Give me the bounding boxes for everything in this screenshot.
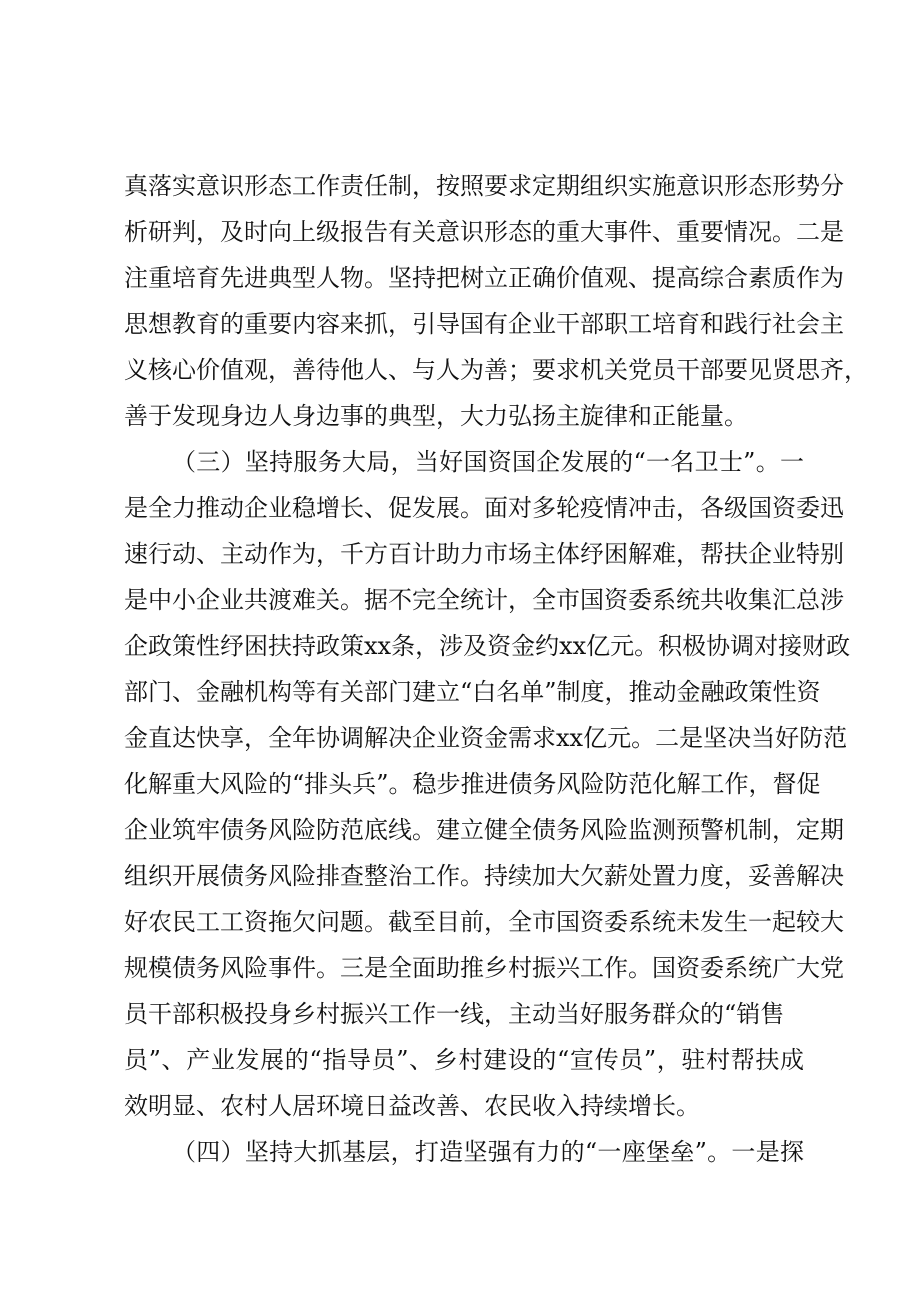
- text-line: 员干部积极投身乡村振兴工作一线，主动当好服务群众的“销售: [124, 1000, 785, 1028]
- document-body: [124, 163, 868, 1175]
- text-line: 义核心价值观，善待他人、与人为善；要求机关党员干部要见贤思齐，: [124, 356, 868, 384]
- text-line: 组织开展债务风险排查整治工作。持续加大欠薪处置力度，妥善解决: [124, 862, 844, 890]
- text-line: （四）坚持大抓基层，打造坚强有力的“一座堡垒”。一是探: [172, 1138, 804, 1166]
- text-line: 速行动、主动作为，千方百计助力市场主体纾困解难，帮扶企业特别: [124, 540, 844, 568]
- text-line: 真落实意识形态工作责任制，按照要求定期组织实施意识形态形势分: [124, 172, 844, 200]
- text-line: 注重培育先进典型人物。坚持把树立正确价值观、提高综合素质作为: [124, 264, 844, 292]
- text-line: 部门、金融机构等有关部门建立“白名单”制度，推动金融政策性资: [124, 678, 821, 706]
- text-line: 企政策性纾困扶持政策xx条，涉及资金约xx亿元。积极协调对接财政: [124, 632, 851, 660]
- text-line: 员”、产业发展的“指导员”、乡村建设的“宣传员”，驻村帮扶成: [124, 1046, 804, 1074]
- text-line: 规模债务风险事件。三是全面助推乡村振兴工作。国资委系统广大党: [124, 954, 844, 982]
- text-line: 善于发现身边人身边事的典型，大力弘扬主旋律和正能量。: [124, 402, 748, 430]
- text-line: 好农民工工资拖欠问题。截至目前，全市国资委系统未发生一起较大: [124, 908, 844, 936]
- text-line: 是全力推动企业稳增长、促发展。面对多轮疫情冲击，各级国资委迅: [124, 494, 844, 522]
- text-line: 是中小企业共渡难关。据不完全统计，全市国资委系统共收集汇总涉: [124, 586, 844, 614]
- text-line: 化解重大风险的“排头兵”。稳步推进债务风险防范化解工作，督促: [124, 770, 821, 798]
- text-line: （三）坚持服务大局，当好国资国企发展的“一名卫士”。一: [172, 448, 804, 476]
- text-line: 析研判，及时向上级报告有关意识形态的重大事件、重要情况。二是: [124, 218, 844, 246]
- text-line: 思想教育的重要内容来抓，引导国有企业干部职工培育和践行社会主: [124, 310, 844, 338]
- text-line: 金直达快享，全年协调解决企业资金需求xx亿元。二是坚决当好防范: [124, 724, 848, 752]
- text-line: 效明显、农村人居环境日益改善、农民收入持续增长。: [124, 1092, 700, 1120]
- text-line: 企业筑牢债务风险防范底线。建立健全债务风险监测预警机制，定期: [124, 816, 844, 844]
